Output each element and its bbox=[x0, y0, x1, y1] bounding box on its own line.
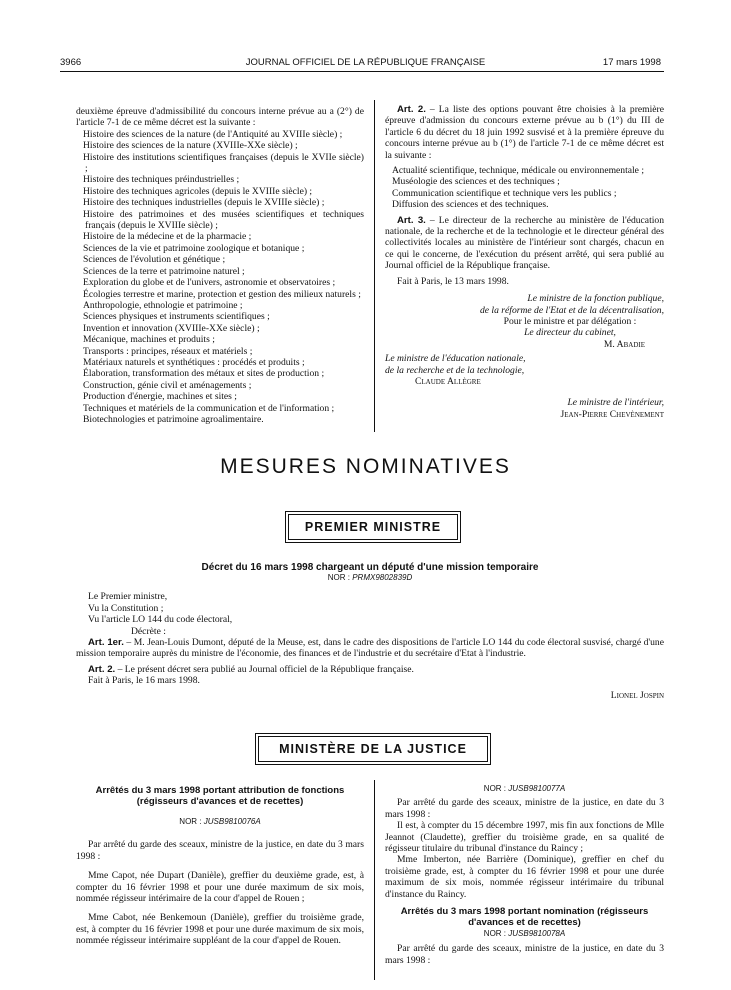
bl-p2: Mme Capot, née Dupart (Danièle), greffier du deuxième grade, est, à compter du 16 février 1998 et pour une durée maximum de six mois, nommée régisseur intérimaire de la cour d'appel de Rouen ; bbox=[76, 870, 364, 905]
bottom-left-column bbox=[76, 785, 364, 947]
sig2-title1: Le ministre de l'éducation nationale, bbox=[385, 353, 526, 365]
list-item: Vu l'article LO 144 du code électoral, bbox=[88, 614, 233, 626]
article-2-label: Art. 2. bbox=[397, 104, 426, 115]
br-p1: Par arrêté du garde des sceaux, ministre de la justice, en date du 3 mars 1998 : bbox=[385, 797, 664, 820]
br-title: Arrêtés du 3 mars 1998 portant nomination (régisseurs d'avances et de recettes) bbox=[400, 906, 649, 929]
nor-code: JUSB9810077A bbox=[508, 784, 566, 793]
nor-label: NOR : bbox=[483, 929, 507, 939]
list-item: Production d'énergie, machines et sites ; bbox=[83, 391, 237, 403]
sig1-name: M. Abadie bbox=[603, 338, 645, 350]
br-p2: Il est, à compter du 15 décembre 1997, mis fin aux fonctions de Mlle Jeannot (Claudette), greffier du troisième grade, en sa qualité de régisseur titulaire du tribunal d'instance du Raincy ; bbox=[385, 820, 664, 855]
list-item: Diffusion des sciences et des techniques. bbox=[392, 199, 549, 211]
br-nor bbox=[385, 783, 664, 794]
list-item: Histoire des sciences de la nature (de l'Antiquité au XVIIIe siècle) ; bbox=[83, 128, 343, 140]
br-nor2 bbox=[385, 928, 664, 939]
article-2-text: – La liste des options pouvant être choisies à la première épreuve d'admission du concours externe prévue au b (1°) du III de l'article 6 du décret du 18 juin 1992 susvisé et à la première épreuve du concours interne prévue au b (1°) de l'article 7-1 de ce même décret est la suivante : bbox=[385, 104, 664, 161]
bl-title: Arrêtés du 3 mars 1998 portant attribution de fonctions (régisseurs d'avances et de recettes) bbox=[95, 785, 345, 807]
decret-art2-text: – Le présent décret sera publié au Journal officiel de la République française. bbox=[115, 663, 414, 675]
list-item: Élaboration, transformation des métaux et sites de production ; bbox=[83, 368, 325, 380]
decret-block bbox=[76, 562, 664, 701]
br-p3: Mme Imberton, née Barrière (Dominique), greffier en chef du troisième grade, est, à compter du 16 février 1998 et pour une durée maximum de six mois, nommée régisseur intérimaire du tribunal d'instance du Raincy. bbox=[385, 854, 664, 900]
signature-block-3 bbox=[385, 397, 664, 420]
list-item: Sciences de l'évolution et génétique ; bbox=[83, 254, 226, 266]
list-item: Biotechnologies et patrimoine agroalimentaire. bbox=[83, 413, 264, 425]
list-item: Sciences de la terre et patrimoine naturel ; bbox=[83, 265, 245, 277]
top-right-column bbox=[385, 104, 664, 420]
nor-label: NOR : bbox=[179, 817, 202, 826]
nor-label: NOR : bbox=[483, 784, 507, 793]
subject-list bbox=[76, 129, 364, 426]
decret-art1-text: – M. Jean-Louis Dumont, député de la Meuse, est, dans le cadre des dispositions de l'article LO 144 du code électoral susvisé, chargé d'une mission temporaire auprès du ministre de l'économie, des finances et de l'industrie et du secrétaire d'Etat à l'industrie. bbox=[76, 637, 664, 660]
list-item: Sciences de la vie et patrimoine zoologique et botanique ; bbox=[83, 242, 305, 254]
nor-code: PRMX9802839D bbox=[352, 573, 413, 583]
sig2-title2: de la recherche et de la technologie, bbox=[385, 364, 525, 376]
list-item: Le Premier ministre, bbox=[88, 591, 168, 603]
justice-box bbox=[255, 733, 491, 765]
list-item: Matériaux naturels et synthétiques : procédés et produits ; bbox=[83, 356, 305, 368]
list-item: Actualité scientifique, technique, médicale ou environnementale ; bbox=[392, 165, 645, 177]
list-item: Histoire des sciences de la nature (XVIIIe-XXe siècle) ; bbox=[83, 140, 298, 152]
decret-title: Décret du 16 mars 1998 chargeant un député d'une mission temporaire bbox=[201, 562, 539, 573]
list-item: Construction, génie civil et aménagements ; bbox=[83, 379, 252, 391]
column-divider bbox=[374, 100, 375, 432]
list-item: Mécanique, machines et produits ; bbox=[83, 334, 215, 346]
nor-code: JUSB9810078A bbox=[508, 929, 566, 939]
sig1-delegation: Pour le ministre et par délégation : bbox=[503, 315, 637, 327]
list-item: Muséologie des sciences et des techniques ; bbox=[392, 176, 560, 188]
options-list bbox=[385, 165, 664, 211]
list-item: Histoire des techniques préindustrielles ; bbox=[83, 174, 240, 186]
decret-signature: Lionel Jospin bbox=[610, 689, 664, 701]
header-rule bbox=[60, 71, 664, 72]
signature-block-1 bbox=[385, 293, 664, 316]
premier-ministre-box bbox=[285, 511, 461, 543]
bl-p1: Par arrêté du garde des sceaux, ministre de la justice, en date du 3 mars 1998 : bbox=[76, 839, 364, 862]
premier-ministre-heading: PREMIER MINISTRE bbox=[288, 514, 458, 540]
sig2-name: Claude Allègre bbox=[415, 375, 481, 387]
fait-a-paris: Fait à Paris, le 13 mars 1998. bbox=[397, 275, 509, 287]
article-3-text: – Le directeur de la recherche au ministère de l'éducation nationale, de la recherche et de la technologie et le directeur général des collectivités locales au ministère de l'intérieur sont chargés, chacun en ce qui le concerne, de l'exécution du présent arrêté, qui sera publié au Journal officiel de la République française. bbox=[385, 214, 664, 272]
list-item: Anthropologie, ethnologie et patrimoine ; bbox=[83, 299, 243, 311]
bottom-right-column bbox=[385, 783, 664, 966]
sig1-role: Le directeur du cabinet, bbox=[524, 327, 616, 339]
list-item: Histoire de la médecine et de la pharmacie ; bbox=[83, 231, 252, 243]
article-3-label: Art. 3. bbox=[397, 214, 426, 226]
decret-nor bbox=[76, 573, 664, 582]
header-date: 17 mars 1998 bbox=[602, 57, 661, 68]
section-title: MESURES NOMINATIVES bbox=[220, 455, 511, 478]
list-item: Exploration du globe et de l'univers, astronomie et observatoires ; bbox=[83, 277, 336, 289]
decret-art1-label: Art. 1er. bbox=[88, 637, 124, 649]
list-item: Histoire des institutions scientifiques françaises (depuis le XVIIe siècle) ; bbox=[83, 151, 364, 175]
bl-p3: Mme Cabot, née Benkemoun (Danièle), greffier du troisième grade, est, à compter du 16 février 1998 et pour une durée maximum de six mois, nommée régisseur intérimaire suppléant de la cour d'appel de Rouen. bbox=[76, 912, 364, 947]
delegation-block bbox=[395, 316, 645, 350]
nor-code: JUSB9810076A bbox=[203, 817, 261, 826]
decret-art2-label: Art. 2. bbox=[88, 663, 116, 675]
list-item: Sciences physiques et instruments scientifiques ; bbox=[83, 311, 270, 323]
nor-label: NOR : bbox=[327, 573, 350, 583]
list-item: Histoire des techniques industrielles (depuis le XVIIIe siècle) ; bbox=[83, 197, 325, 209]
list-item: Transports : principes, réseaux et matériels ; bbox=[83, 345, 253, 357]
list-item: Écologies terrestre et marine, protection et gestion des milieux naturels ; bbox=[83, 288, 361, 300]
page-number: 3966 bbox=[60, 57, 82, 68]
bl-nor bbox=[76, 816, 364, 827]
justice-heading: MINISTÈRE DE LA JUSTICE bbox=[258, 736, 488, 762]
decret-fait: Fait à Paris, le 16 mars 1998. bbox=[88, 675, 200, 687]
journal-title: JOURNAL OFFICIEL DE LA RÉPUBLIQUE FRANÇAISE bbox=[245, 57, 486, 68]
list-intro: deuxième épreuve d'admissibilité du concours interne prévue au a (2°) de l'article 7-1 de ce même décret est la suivante : bbox=[76, 106, 364, 129]
sig1-title2: de la réforme de l'Etat et de la décentralisation, bbox=[479, 304, 664, 316]
list-item: Techniques et matériels de la communication et de l'information ; bbox=[83, 402, 335, 414]
br-p4: Par arrêté du garde des sceaux, ministre de la justice, en date du 3 mars 1998 : bbox=[385, 943, 664, 966]
list-item: Vu la Constitution ; bbox=[88, 602, 164, 614]
sig3-name: Jean-Pierre Chevènement bbox=[560, 408, 664, 420]
sig3-title: Le ministre de l'intérieur, bbox=[567, 397, 664, 409]
signature-block-2 bbox=[385, 353, 664, 376]
list-item: Invention et innovation (XVIIIe-XXe siècle) ; bbox=[83, 322, 260, 334]
top-left-column bbox=[76, 106, 364, 425]
sig1-title1: Le ministre de la fonction publique, bbox=[527, 293, 664, 305]
decret-preamble bbox=[76, 591, 664, 625]
decrete: Décrète : bbox=[131, 625, 166, 637]
column-divider-bottom bbox=[374, 780, 375, 980]
list-item: Histoire des patrimoines et des musées scientifiques et techniques français (depuis le XVIIIe siècle) ; bbox=[83, 208, 364, 232]
list-item: Histoire des techniques agricoles (depuis le XVIIIe siècle) ; bbox=[83, 185, 313, 197]
list-item: Communication scientifique et technique vers les publics ; bbox=[392, 187, 617, 199]
